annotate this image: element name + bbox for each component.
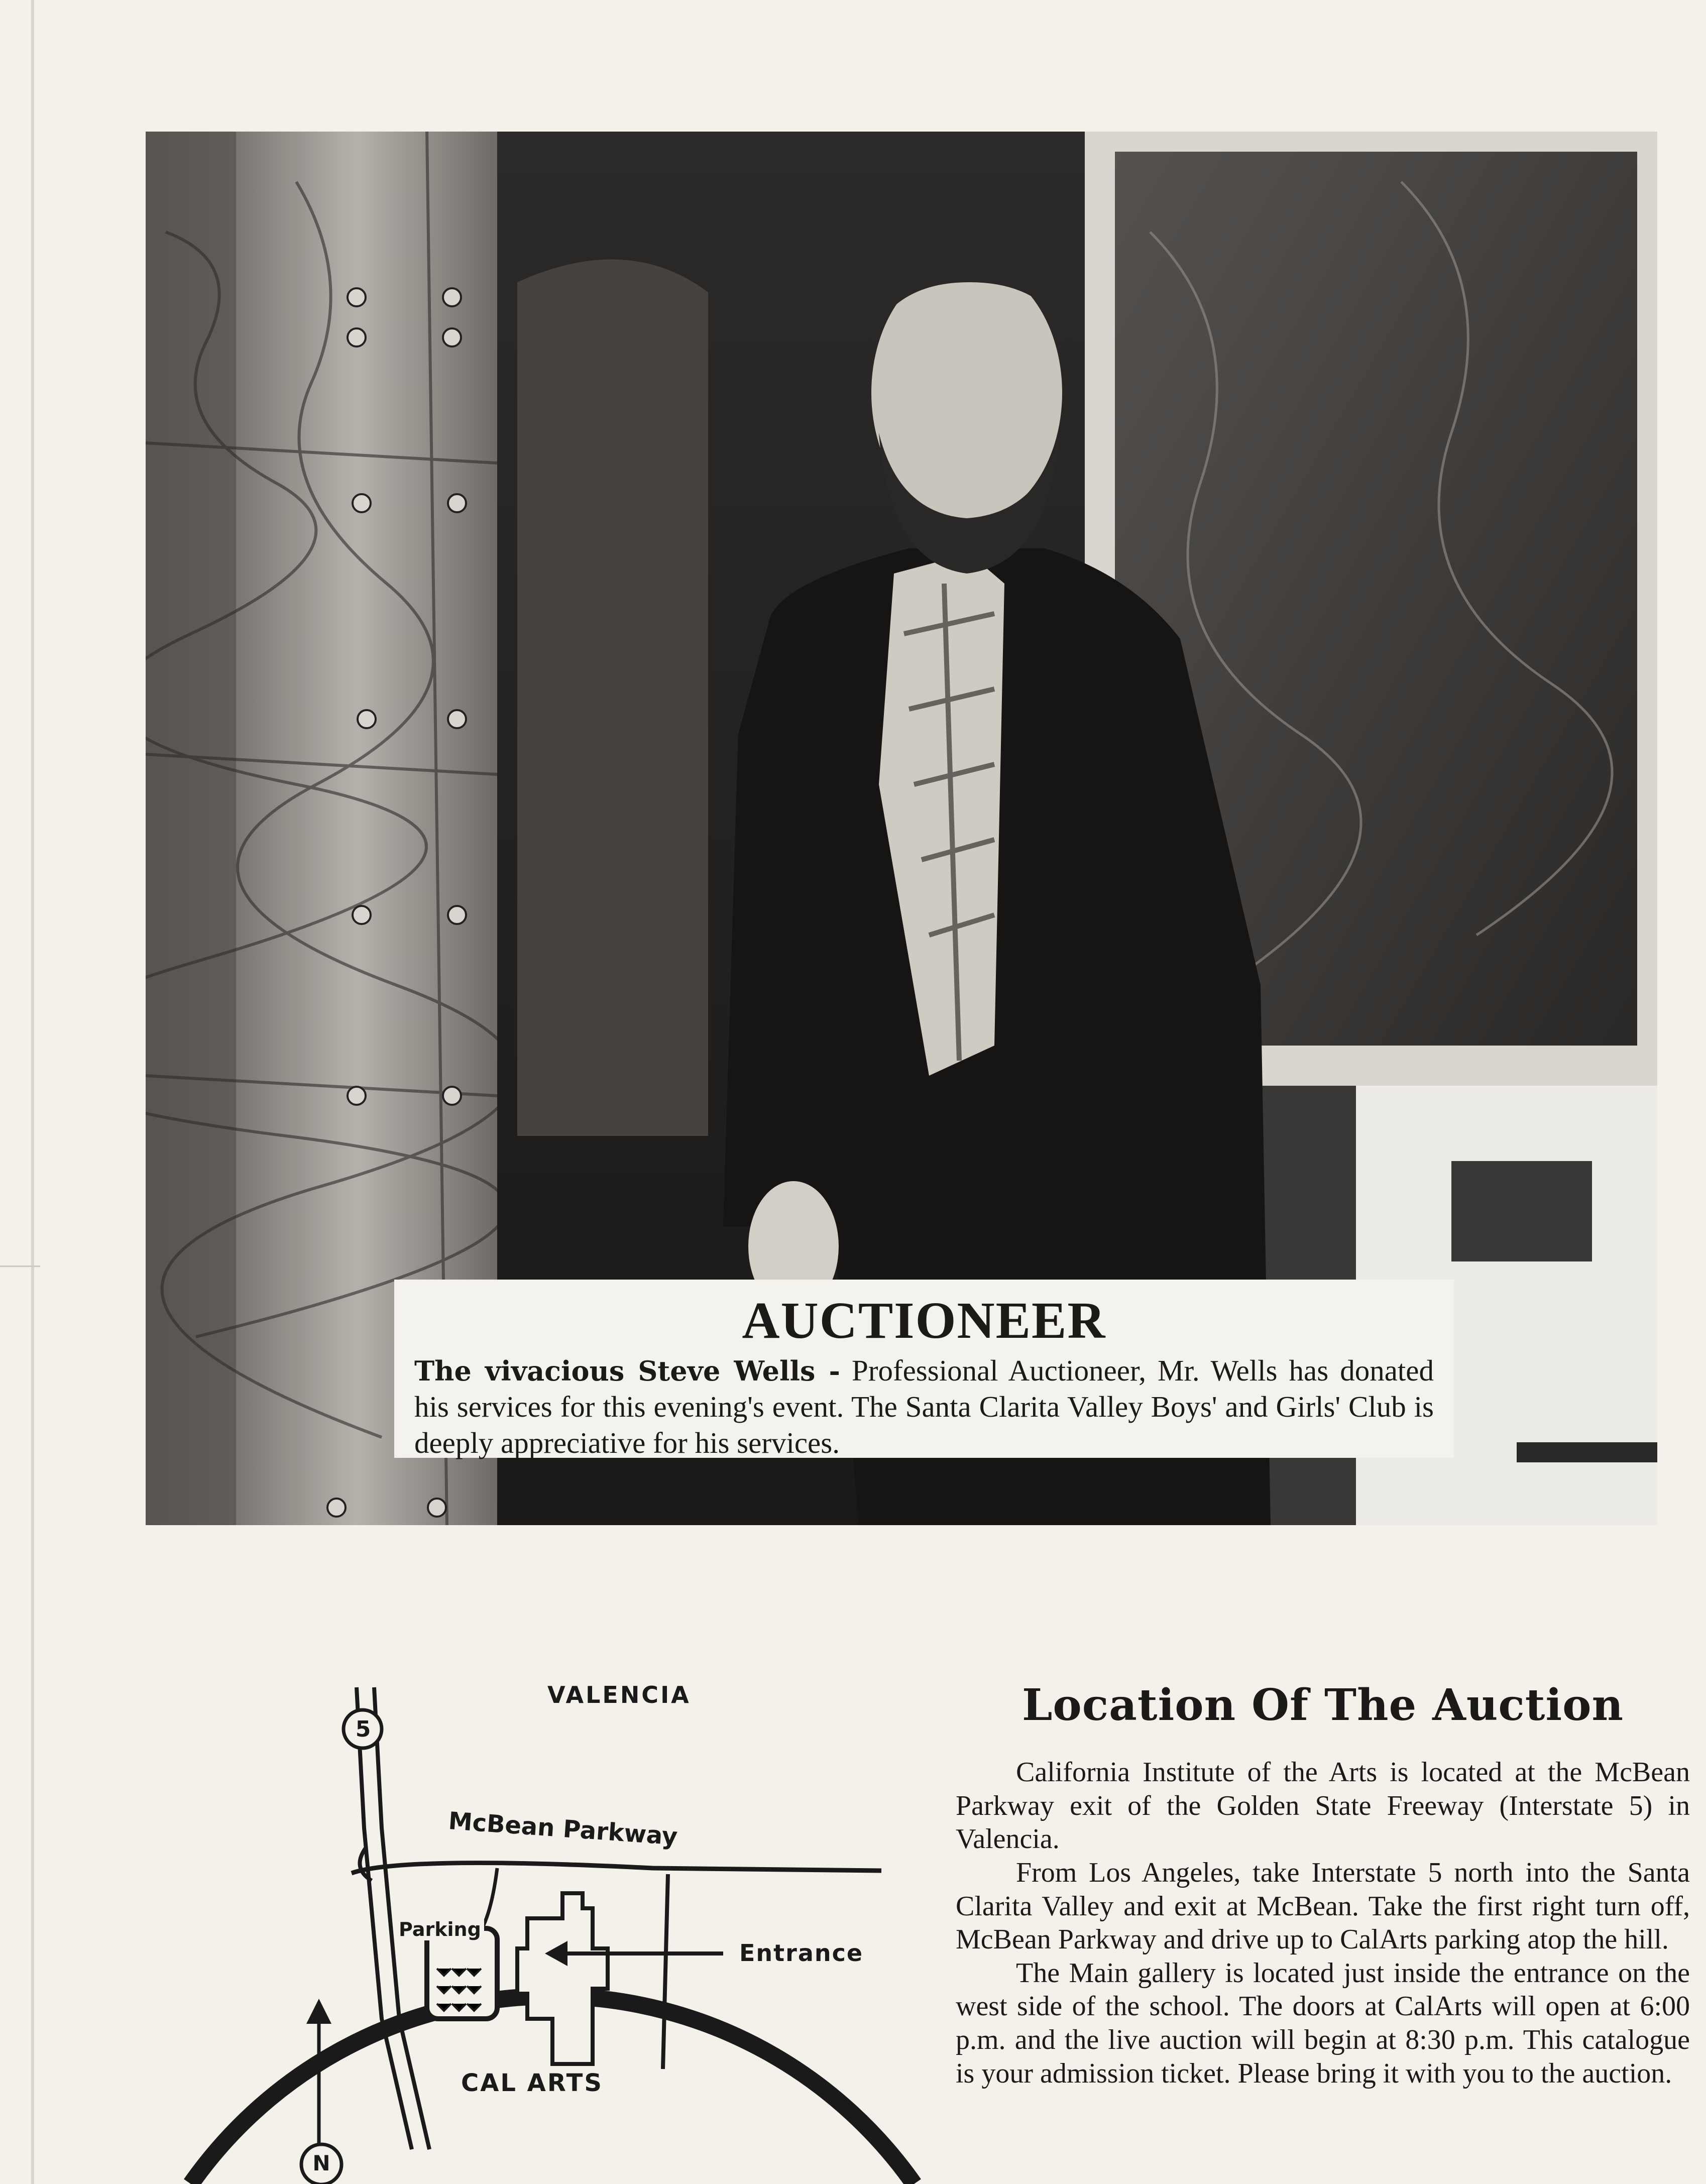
location-title: Location Of The Auction: [1021, 1680, 1624, 1731]
auctioneer-caption-box: [394, 1280, 1454, 1458]
location-paragraph: California Institute of the Arts is located at the McBean Parkway exit of the Golden State Freeway (Interstate 5) in Valencia.: [956, 1757, 1690, 1855]
map-road-label: McBean Parkway: [447, 1807, 678, 1851]
map-north-label: N: [312, 2151, 330, 2175]
auctioneer-name-lead: The vivacious Steve Wells -: [414, 1355, 840, 1387]
auctioneer-text: Professional Auctioneer, Mr. Wells has donated his services for this evening's event. The Santa Clarita Valley Boys' and Girls' Club is deeply appreciative for his services.: [414, 1354, 1434, 1459]
location-map: [0, 1567, 942, 2184]
location-paragraph: From Los Angeles, take Interstate 5 north into the Santa Clarita Valley and exit at McBean. Take the first right turn off, McBean Parkway and drive up to CalArts parking atop the hill.: [956, 1857, 1690, 1956]
map-school-label: CAL ARTS: [461, 2069, 603, 2097]
auctioneer-description: [414, 1353, 1434, 1461]
page-crease: [0, 1266, 40, 1267]
map-town-label: VALENCIA: [547, 1681, 691, 1708]
freeway-number-label: 5: [355, 1716, 371, 1742]
parking-hatching-icon: [437, 1969, 481, 2011]
map-parking-label: Parking: [396, 1918, 484, 1940]
location-section: [937, 1670, 1690, 2184]
north-arrow-icon: [306, 1999, 331, 2024]
location-paragraph: The Main gallery is located just inside the entrance on the west side of the school. The doors at CalArts will open at 6:00 p.m. and the live auction will begin at 8:30 p.m. This catalogue is your admission ticket. Please bring it with you to the auction.: [956, 1957, 1690, 2089]
auctioneer-heading: AUCTIONEER: [742, 1292, 1106, 1349]
map-entrance-label: Entrance: [739, 1939, 864, 1967]
